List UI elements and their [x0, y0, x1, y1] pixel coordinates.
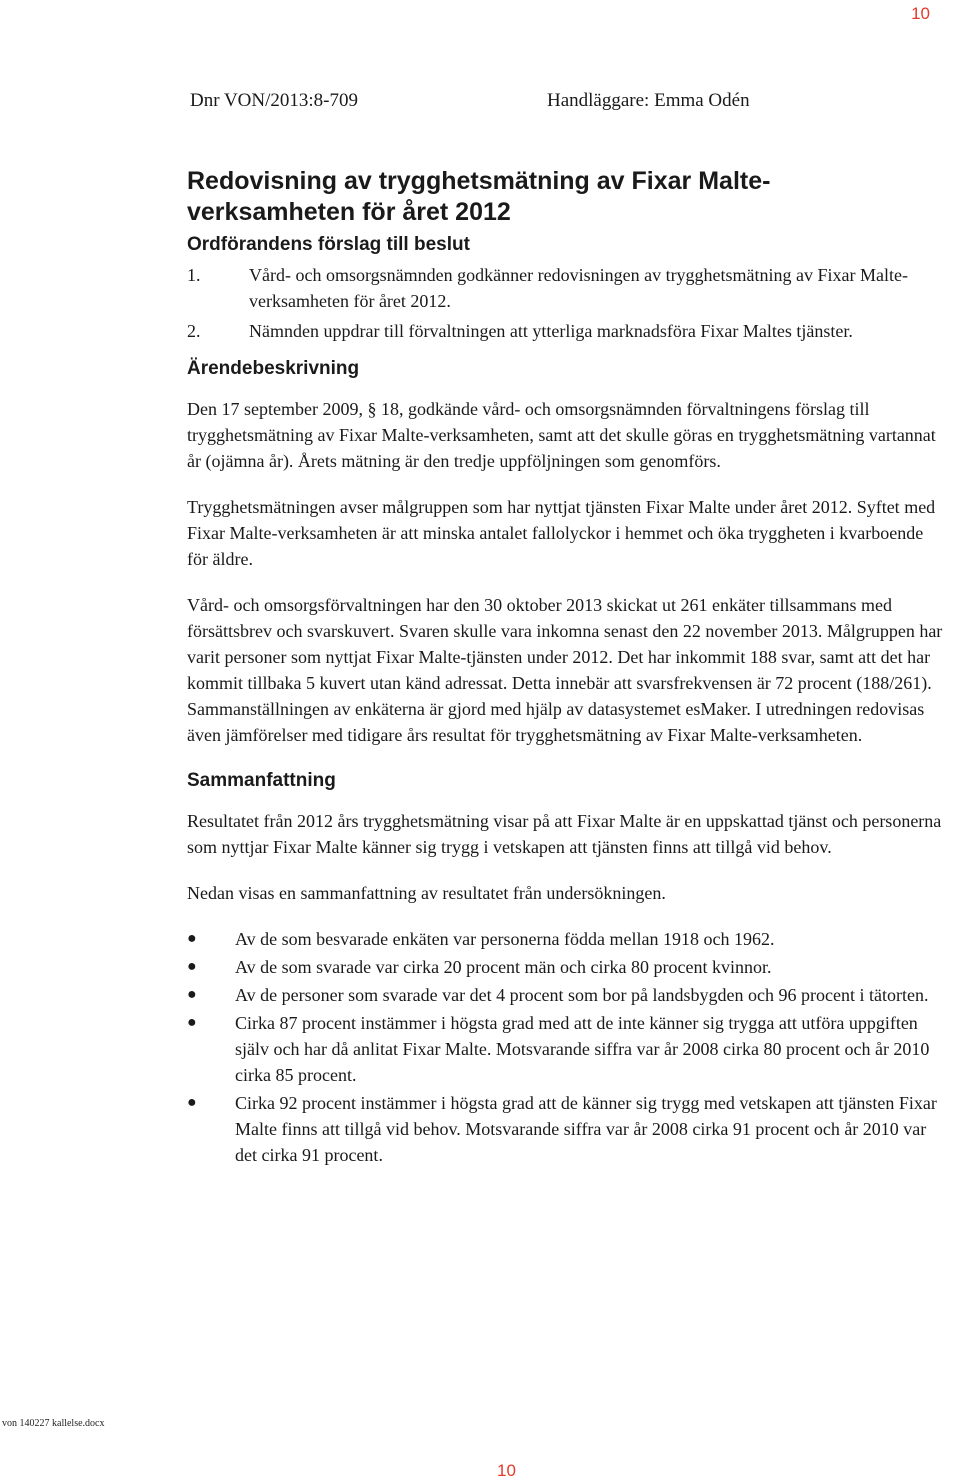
proposal-list — [187, 262, 947, 344]
diary-number: Dnr VON/2013:8-709 — [190, 90, 359, 111]
summary-heading: Sammanfattning — [187, 770, 336, 791]
results-item-text: Cirka 92 procent instämmer i högsta grad att de känner sig trygg med vetskapen att tjänsten Fixar Malte finns att tillgå vid behov. Motsvarande siffra var år 2008 cirka 91 procent och år 2010 var det cirka 91 procent. — [235, 1093, 937, 1165]
results-item — [187, 954, 947, 980]
bullet-icon: ● — [187, 1094, 197, 1111]
results-item-text: Av de som svarade var cirka 20 procent män och cirka 80 procent kvinnor. — [235, 957, 772, 977]
bullet-icon: ● — [187, 1014, 197, 1031]
results-item — [187, 926, 947, 952]
page-number-bottom: 10 — [497, 1461, 516, 1480]
results-item-text: Av de personer som svarade var det 4 procent som bor på landsbygden och 96 procent i tätorten. — [235, 985, 929, 1005]
document-body — [187, 166, 947, 1170]
proposal-item-text: Vård- och omsorgsnämnden godkänner redovisningen av trygghetsmätning av Fixar Malte-verksamheten för året 2012. — [249, 265, 909, 311]
description-paragraph: Vård- och omsorgsförvaltningen har den 30 oktober 2013 skickat ut 261 enkäter tillsammans med försättsbrev och svarskuvert. Svaren skulle vara inkomna senast den 22 november 2013. Målgruppen har varit personer som nyttjat Fixar Malte-tjänsten under 2012. Det har inkommit 188 svar, samt att det har kommit tillbaka 5 kuvert utan känd adressat. Detta innebär att svarsfrekvensen är 72 procent (188/261). Sammanställningen av enkäterna är gjord med hjälp av datasystemet esMaker. I utredningen redovisas även jämförelser med tidigare års resultat för trygghetsmätning av Fixar Malte-verksamheten. — [187, 595, 943, 745]
description-paragraph: Den 17 september 2009, § 18, godkände vård- och omsorgsnämnden förvaltningens förslag till trygghetsmätning av Fixar Malte-verksamheten, samt att det skulle göras en trygghetsmätning vartannat år (ojämna år). Årets mätning är den tredje uppföljningen som genomförs. — [187, 399, 936, 471]
description-paragraph: Trygghetsmätningen avser målgruppen som har nyttjat tjänsten Fixar Malte under året 2012. Syftet med Fixar Malte-verksamheten är att minska antalet fallolyckor i hemmet och öka tryggheten i kvarboende för äldre. — [187, 497, 936, 569]
case-officer: Handläggare: Emma Odén — [547, 90, 750, 111]
summary-paragraph: Nedan visas en sammanfattning av resultatet från undersökningen. — [187, 883, 666, 903]
proposal-item — [187, 262, 947, 314]
document-title: Redovisning av trygghetsmätning av Fixar Malte-verksamheten för året 2012 — [187, 167, 771, 226]
proposal-item — [187, 318, 947, 344]
proposal-item-number: 2. — [187, 321, 201, 341]
page-number-top: 10 — [911, 4, 930, 23]
proposal-item-number: 1. — [187, 265, 201, 285]
bullet-icon: ● — [187, 986, 197, 1003]
results-item-text: Cirka 87 procent instämmer i högsta grad med att de inte känner sig trygga att utföra uppgiften själv och har då anlitat Fixar Malte. Motsvarande siffra var år 2008 cirka 80 procent och år 2010 cirka 85 procent. — [235, 1013, 930, 1085]
footer-filename: von 140227 kallelse.docx — [2, 1418, 105, 1429]
results-list — [187, 926, 947, 1168]
summary-paragraph: Resultatet från 2012 års trygghetsmätning visar på att Fixar Malte är en uppskattad tjänst och personerna som nyttjar Fixar Malte känner sig trygg i vetskapen att tjänsten finns att tillgå vid behov. — [187, 811, 942, 857]
results-item-text: Av de som besvarade enkäten var personerna födda mellan 1918 och 1962. — [235, 929, 775, 949]
proposal-heading: Ordförandens förslag till beslut — [187, 234, 470, 255]
bullet-icon: ● — [187, 930, 197, 947]
results-item — [187, 982, 947, 1008]
description-heading: Ärendebeskrivning — [187, 358, 360, 379]
results-item — [187, 1010, 947, 1088]
proposal-item-text: Nämnden uppdrar till förvaltningen att ytterliga marknadsföra Fixar Maltes tjänster. — [249, 321, 853, 341]
bullet-icon: ● — [187, 958, 197, 975]
results-item — [187, 1090, 947, 1168]
